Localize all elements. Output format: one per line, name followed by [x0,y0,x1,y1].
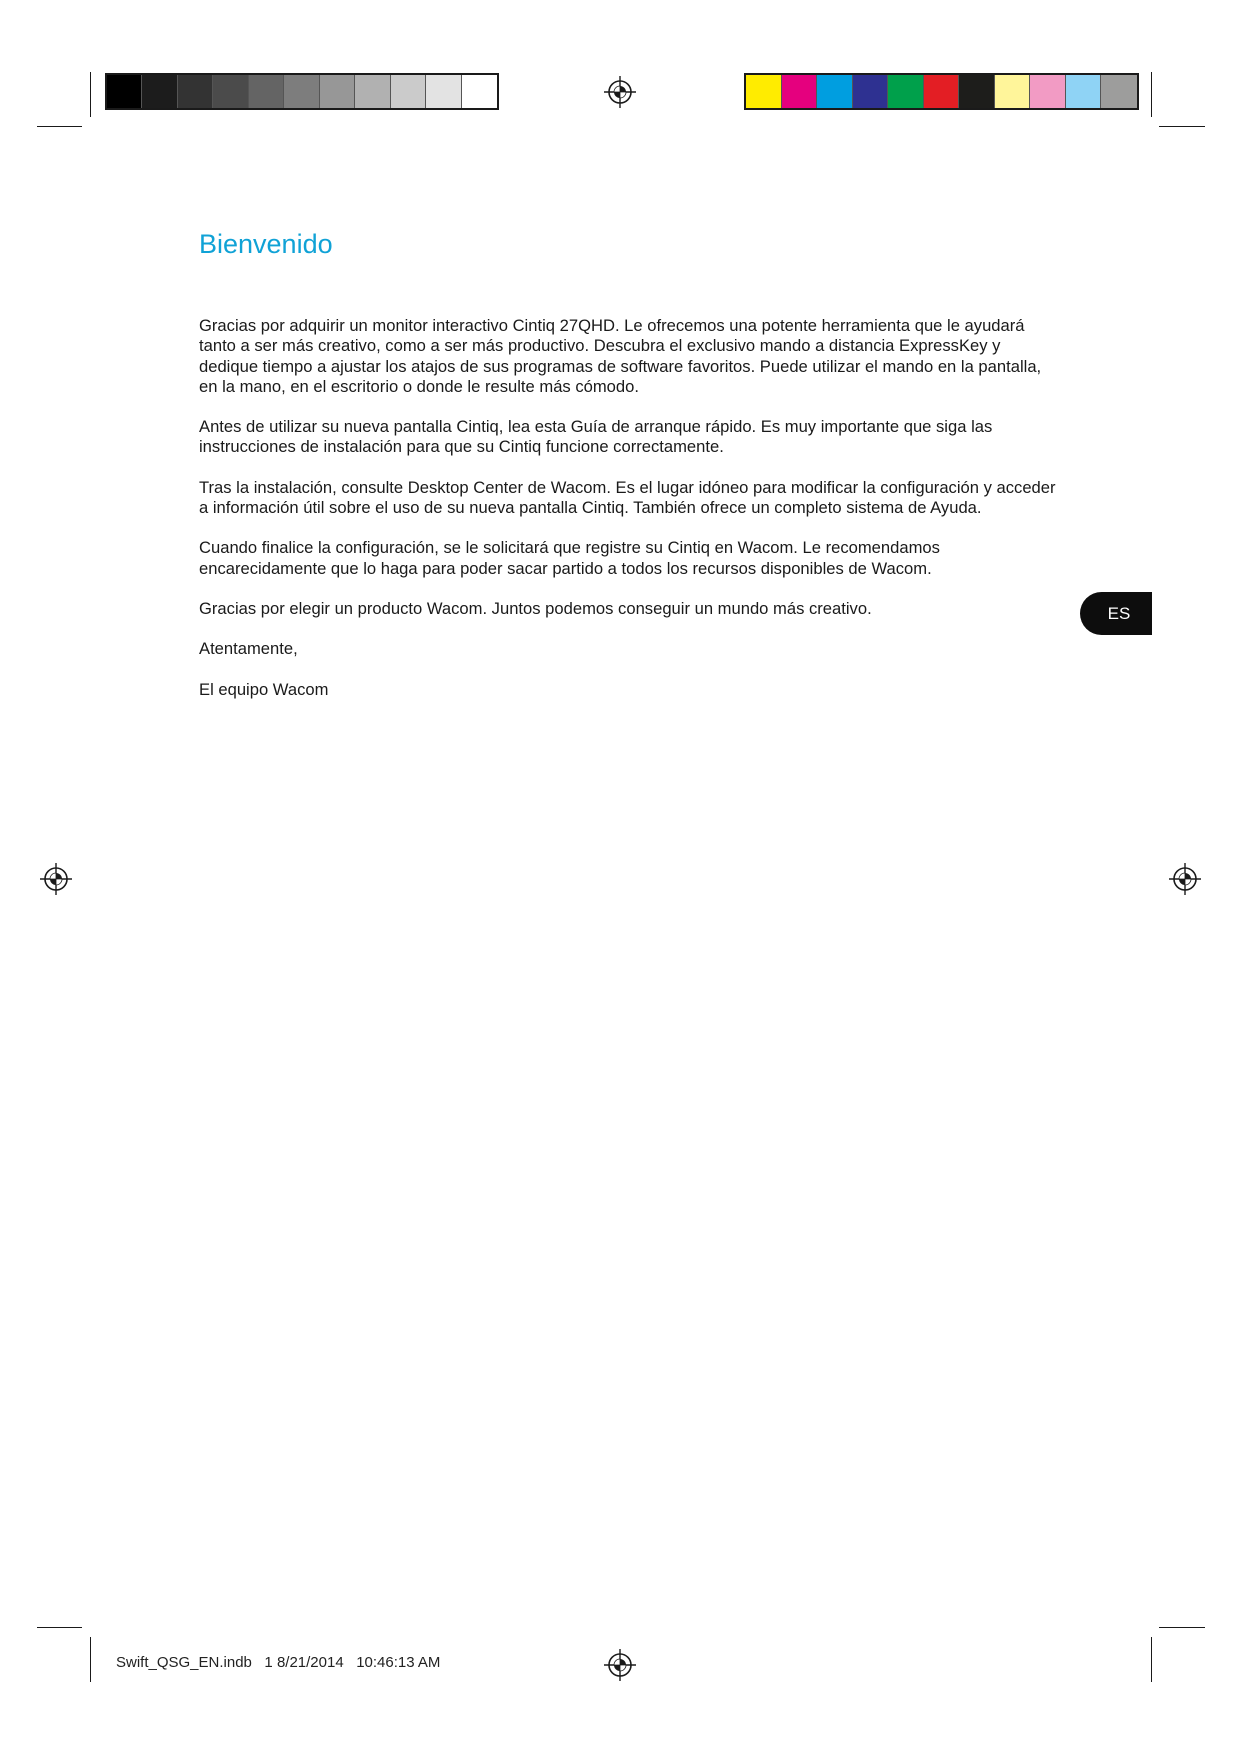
crop-mark-bottom-left-horizontal [37,1627,82,1628]
crop-mark-top-right-horizontal [1159,126,1205,127]
color-swatch-6 [924,75,960,108]
color-swatch-1 [746,75,782,108]
slug-file: Swift_QSG_EN.indb [116,1654,252,1671]
gray-swatch-10 [426,75,461,108]
paragraph-thanks: Gracias por elegir un producto Wacom. Juntos podemos conseguir un mundo más creativo. [199,598,872,618]
registration-mark-left-icon [39,862,73,896]
process-color-bar [744,73,1139,110]
language-tab: ES [1080,592,1152,635]
color-swatch-11 [1101,75,1137,108]
closing-salutation: Atentamente, [199,639,298,659]
crop-mark-top-right-vertical [1151,72,1152,117]
registration-mark-right-icon [1168,862,1202,896]
slug-line [116,1654,440,1671]
registration-mark-top-icon [603,75,637,109]
gray-swatch-5 [249,75,284,108]
slug-page: 1 [264,1654,273,1671]
color-swatch-5 [888,75,924,108]
color-swatch-4 [853,75,889,108]
color-swatch-2 [782,75,818,108]
color-swatch-3 [817,75,853,108]
paragraph-quick-start: Antes de utilizar su nueva pantalla Cintiq, lea esta Guía de arranque rápido. Es muy importante que siga las instrucciones de instalación para que su Cintiq funcione correctamente. [199,417,993,457]
grayscale-color-bar [105,73,499,110]
slug-date: 8/21/2014 [276,1654,344,1671]
page-title: Bienvenido [199,229,333,259]
body-text [199,316,1059,720]
color-swatch-9 [1030,75,1066,108]
gray-swatch-11 [462,75,497,108]
gray-swatch-4 [213,75,248,108]
color-swatch-7 [959,75,995,108]
crop-mark-top-left-vertical [90,72,91,117]
crop-mark-bottom-right-vertical [1151,1637,1152,1682]
crop-mark-bottom-left-vertical [90,1637,91,1682]
color-swatch-8 [995,75,1031,108]
paragraph-desktop-center: Tras la instalación, consulte Desktop Center de Wacom. Es el lugar idóneo para modificar la configuración y acceder a información útil sobre el uso de su nueva pantalla Cintiq. También ofrece un completo sistema de Ayuda. [199,477,1056,518]
slug-time: 10:46:13 AM [356,1654,441,1671]
gray-swatch-7 [320,75,355,108]
paragraph-registration: Cuando finalice la configuración, se le solicitará que registre su Cintiq en Wacom. Le recomendamos encarecidamente que lo haga para poder sacar partido a todos los recursos disponibles de Wacom. [199,538,940,578]
gray-swatch-6 [284,75,319,108]
gray-swatch-3 [178,75,213,108]
gray-swatch-2 [142,75,177,108]
registration-mark-bottom-icon [603,1648,637,1682]
color-swatch-10 [1066,75,1102,108]
paragraph-intro: Gracias por adquirir un monitor interactivo Cintiq 27QHD. Le ofrecemos una potente herramienta que le ayudará tanto a ser más creativo, como a ser más productivo. Descubra el exclusivo mando a distancia ExpressKey y dedique tiempo a ajustar los atajos de sus programas de software favoritos. Puede utilizar el mando en la pantalla, en la mano, en el escritorio o donde le resulte más cómodo. [199,316,1042,396]
crop-mark-bottom-right-horizontal [1159,1627,1205,1628]
gray-swatch-8 [355,75,390,108]
crop-mark-top-left-horizontal [37,126,82,127]
gray-swatch-1 [107,75,142,108]
signature: El equipo Wacom [199,679,329,699]
gray-swatch-9 [391,75,426,108]
